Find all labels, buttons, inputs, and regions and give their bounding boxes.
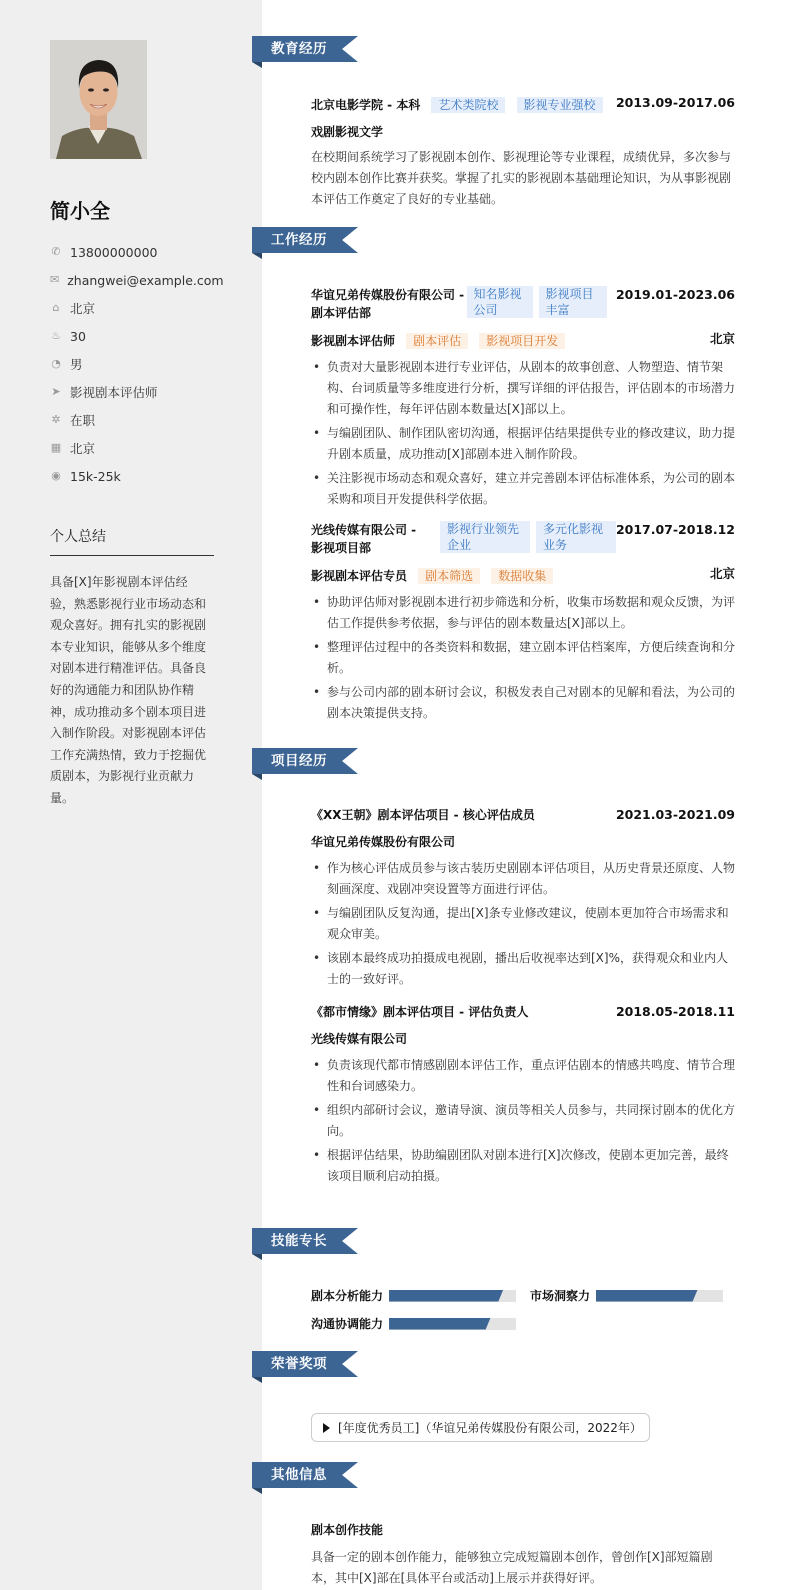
list-item: • 整理评估过程中的各类资料和数据，建立剧本评估档案库，方便后续查询和分析。 xyxy=(311,637,735,679)
skill-item xyxy=(311,1287,516,1304)
section-title: 工作经历 xyxy=(271,232,327,248)
school-name: 北京电影学院 - 本科 xyxy=(311,98,421,112)
award-item[interactable] xyxy=(311,1413,650,1442)
bullet-list xyxy=(311,858,735,990)
work-entry xyxy=(311,286,735,513)
email-row xyxy=(50,266,224,294)
play-icon xyxy=(323,1423,330,1433)
job-role: 影视剧本评估师 xyxy=(311,334,396,348)
company-name: 华谊兄弟传媒股份有限公司 - 剧本评估部 xyxy=(311,288,465,320)
section-title: 教育经历 xyxy=(271,41,327,57)
gender-row xyxy=(50,350,212,378)
status-row xyxy=(50,406,212,434)
list-item: • 根据评估结果，协助编剧团队对剧本进行[X]次修改，使剧本更加完善，最终该项目顺利启动拍摄。 xyxy=(311,1145,735,1187)
tag: 影视专业强校 xyxy=(517,97,603,113)
tag: 剧本筛选 xyxy=(418,568,480,584)
tag: 影视项目丰富 xyxy=(539,286,607,318)
phone-row xyxy=(50,238,212,266)
section-header-awards xyxy=(252,1351,362,1377)
project-entry xyxy=(311,1003,735,1190)
list-item: • 与编剧团队、制作团队密切沟通，根据评估结果提供专业的修改建议，助力提升剧本质量，成功推动[X]部剧本进入制作阶段。 xyxy=(311,423,735,465)
other-entry xyxy=(311,1521,735,1589)
contact-info xyxy=(50,238,224,490)
section-header-skills xyxy=(252,1228,362,1254)
home-icon: ⌂ xyxy=(52,301,60,314)
education-description: 在校期间系统学习了影视剧本创作、影视理论等专业课程，成绩优异，多次参与校内剧本创作比赛并获奖。掌握了扎实的影视剧本基础理论知识，为从事影视剧本评估工作奠定了良好的专业基础。 xyxy=(311,150,732,206)
list-item: • 作为核心评估成员参与该古装历史剧剧本评估项目，从历史背景还原度、人物刻画深度、戏剧冲突设置等方面进行评估。 xyxy=(311,858,735,900)
section-title: 其他信息 xyxy=(271,1467,327,1483)
location-text: 北京 xyxy=(70,301,96,316)
target-city-text: 北京 xyxy=(70,441,96,456)
gender-icon: ◔ xyxy=(51,357,61,370)
project-title: 《都市情缘》剧本评估项目 - 评估负责人 xyxy=(311,1005,529,1019)
building-icon: ▦ xyxy=(50,441,62,454)
list-item: • 组织内部研讨会议，邀请导演、演员等相关人员参与，共同探讨剧本的优化方向。 xyxy=(311,1100,735,1142)
bullet-list xyxy=(311,1055,735,1187)
cake-icon: ♨ xyxy=(51,329,61,342)
list-item: • 与编剧团队反复沟通，提出[X]条专业修改建议，使剧本更加符合市场需求和观众审美。 xyxy=(311,903,735,945)
location-row xyxy=(50,294,212,322)
section-header-other xyxy=(252,1462,362,1488)
list-item: • 该剧本最终成功拍摄成电视剧，播出后收视率达到[X]%，获得观众和业内人士的一致好评。 xyxy=(311,948,735,990)
coin-icon: ◉ xyxy=(51,469,61,482)
date-range: 2013.09-2017.06 xyxy=(615,95,735,110)
gear-icon: ✲ xyxy=(51,413,61,426)
other-title: 剧本创作技能 xyxy=(311,1523,384,1537)
tag: 剧本评估 xyxy=(406,333,468,349)
summary-title: 个人总结 xyxy=(50,526,214,556)
date-range: 2017.07-2018.12 xyxy=(615,522,735,537)
job-role: 影视剧本评估专员 xyxy=(311,569,408,583)
project-title: 《XX王朝》剧本评估项目 - 核心评估成员 xyxy=(311,808,535,822)
phone-text: 13800000000 xyxy=(70,244,158,260)
section-header-work xyxy=(252,227,362,253)
age-row xyxy=(50,322,212,350)
project-org: 华谊兄弟传媒股份有限公司 xyxy=(311,835,456,849)
tag: 影视行业领先企业 xyxy=(440,521,530,553)
company-name: 光线传媒有限公司 - 影视项目部 xyxy=(311,523,417,555)
skill-bar xyxy=(596,1290,723,1302)
project-org: 光线传媒有限公司 xyxy=(311,1032,408,1046)
skill-bar-fill xyxy=(389,1290,503,1302)
target-city-row xyxy=(50,434,212,462)
city: 北京 xyxy=(709,331,735,346)
list-item: • 负责该现代都市情感剧剧本评估工作，重点评估剧本的情感共鸣度、情节合理性和台词感染力。 xyxy=(311,1055,735,1097)
skill-name: 沟通协调能力 xyxy=(311,1317,384,1331)
skill-name: 市场洞察力 xyxy=(530,1289,591,1303)
work-entry xyxy=(311,521,735,727)
job-target-text: 影视剧本评估师 xyxy=(70,385,158,400)
send-icon: ➤ xyxy=(51,385,61,398)
skill-item xyxy=(530,1287,723,1304)
list-item: • 负责对大量影视剧本进行专业评估，从剧本的故事创意、人物塑造、情节架构、台词质量等多维度进行分析，撰写详细的评估报告，评估剧本的市场潜力和可操作性，每年评估剧本数量达[X]部以上。 xyxy=(311,357,735,420)
job-target-row xyxy=(50,378,212,406)
list-item: • 参与公司内部的剧本研讨会议，积极发表自己对剧本的见解和看法，为公司的剧本决策提供支持。 xyxy=(311,682,735,724)
list-item: • 协助评估师对影视剧本进行初步筛选和分析，收集市场数据和观众反馈，为评估工作提供参考依据，参与评估的剧本数量达[X]部以上。 xyxy=(311,592,735,634)
award-text: [年度优秀员工]（华谊兄弟传媒股份有限公司，2022年） xyxy=(338,1421,642,1435)
age-text: 30 xyxy=(70,328,86,344)
date-range: 2021.03-2021.09 xyxy=(615,807,735,822)
section-title: 项目经历 xyxy=(271,753,327,769)
email-text: zhangwei@example.com xyxy=(67,272,224,288)
tag: 艺术类院校 xyxy=(431,97,505,113)
sidebar xyxy=(0,0,262,1590)
tag: 多元化影视业务 xyxy=(536,521,616,553)
list-item: • 关注影视市场动态和观众喜好，建立并完善剧本评估标准体系，为公司的剧本采购和项目开发提供科学依据。 xyxy=(311,468,735,510)
gender-text: 男 xyxy=(70,357,83,372)
summary-text: 具备[X]年影视剧本评估经验，熟悉影视行业市场动态和观众喜好。拥有扎实的影视剧本专业知识，能够从多个维度对剧本进行精准评估。具备良好的沟通能力和团队协作精神，成功推动多个剧本项目进入制作阶段。对影视剧本评估工作充满热情，致力于挖掘优质剧本，为影视行业贡献力量。 xyxy=(50,575,207,805)
project-entry xyxy=(311,806,735,993)
major: 戏剧影视文学 xyxy=(311,125,384,139)
city: 北京 xyxy=(709,566,735,581)
candidate-name: 简小全 xyxy=(50,199,110,223)
section-title: 荣誉奖项 xyxy=(271,1356,327,1372)
phone-icon: ✆ xyxy=(51,245,61,258)
section-header-projects xyxy=(252,748,362,774)
tag: 数据收集 xyxy=(491,568,553,584)
tag: 知名影视公司 xyxy=(467,286,533,318)
skill-item xyxy=(311,1315,516,1332)
other-text: 具备一定的剧本创作能力，能够独立完成短篇剧本创作，曾创作[X]部短篇剧本，其中[X]部在[具体平台或活动]上展示并获得好评。 xyxy=(311,1550,713,1585)
skill-bar-fill xyxy=(596,1290,698,1302)
skill-bar xyxy=(389,1290,516,1302)
main-content xyxy=(262,0,794,1590)
section-title: 技能专长 xyxy=(271,1233,327,1249)
bullet-list xyxy=(311,592,735,724)
tag: 影视项目开发 xyxy=(479,333,565,349)
status-text: 在职 xyxy=(70,413,96,428)
skill-bar-fill xyxy=(389,1318,491,1330)
education-entry xyxy=(311,94,735,210)
bullet-list xyxy=(311,357,735,510)
profile-photo xyxy=(50,40,147,159)
date-range: 2019.01-2023.06 xyxy=(615,287,735,302)
salary-text: 15k-25k xyxy=(70,468,121,484)
date-range: 2018.05-2018.11 xyxy=(615,1004,735,1019)
skill-bar xyxy=(389,1318,516,1330)
skill-name: 剧本分析能力 xyxy=(311,1289,384,1303)
section-header-education xyxy=(252,36,362,62)
salary-row xyxy=(50,462,212,490)
mail-icon: ✉ xyxy=(50,273,60,286)
